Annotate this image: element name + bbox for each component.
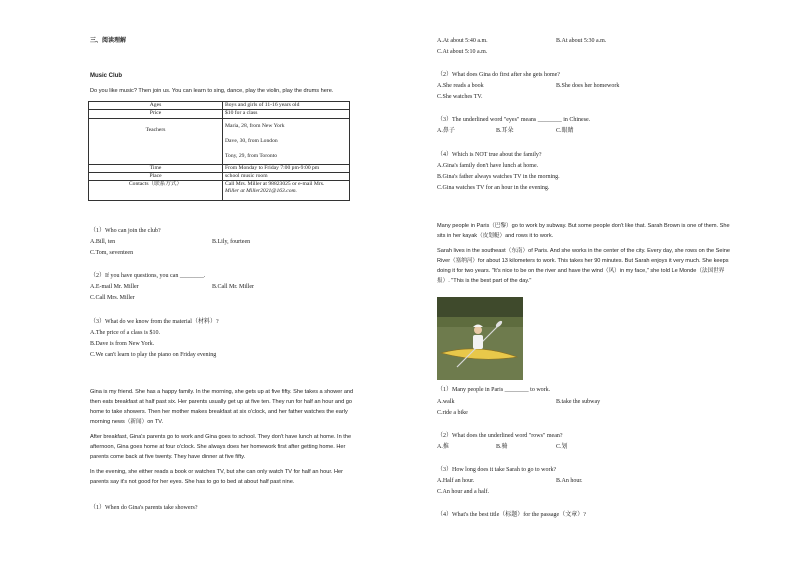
table-key: Time <box>89 164 223 172</box>
table-key: Ages <box>89 102 223 110</box>
section-title: 三、阅读理解 <box>90 38 127 44</box>
gina-q1-a[interactable]: A.At about 5:40 a.m. <box>437 38 488 44</box>
club-q1-a[interactable]: A.Bill, ten <box>90 239 116 245</box>
table-value: Boys and girls of 11-16 years old <box>223 102 350 110</box>
contact-line-2: Miller at Miller2021@163.com. <box>225 188 297 195</box>
paris-q3-b[interactable]: B.An hour. <box>556 478 583 484</box>
paris-paragraph-2: Sarah lives in the southeast（东南）of Paris. And she works in the center of the city. Every day, she rows on the Seine River（塞纳河）for about 13 kilometers to work. This takes her 90 minutes. But Sarah enjoys it very much. She keeps doing it for two years. "It's nice to be on the river and have the wind（风）in my face," she told Le Monde（法国世界报）. "This is the best part of the day." <box>437 248 730 284</box>
club-q3: （3）What do we know from the material（材料）? <box>90 319 219 325</box>
table-value: $10 for a class <box>223 110 350 118</box>
contact-line-1: Call Mrs. Miller at 98823025 or e-mail Mrs. <box>225 181 325 188</box>
gina-q3-c[interactable]: C.眼睛 <box>556 128 574 134</box>
paris-q2: （2）What does the underlined word "rows" mean? <box>437 433 563 439</box>
paris-q3-c[interactable]: C.An hour and a half. <box>437 489 489 495</box>
kayak-image <box>437 297 523 380</box>
gina-q4: （4）Which is NOT true about the family? <box>437 152 542 158</box>
table-key: Place <box>89 172 223 180</box>
table-row <box>89 118 350 164</box>
gina-q1-c[interactable]: C.At about 5:10 a.m. <box>437 49 488 55</box>
gina-q2-b[interactable]: B.She does her homework <box>556 83 620 89</box>
paris-q2-a[interactable]: A.推 <box>437 444 449 450</box>
paris-q1: （1）Many people in Paris ________ to work. <box>437 387 551 393</box>
table-row <box>89 181 350 201</box>
paris-q1-b[interactable]: B.take the subway <box>556 399 601 405</box>
club-q1-c[interactable]: C.Tom, seventeen <box>90 250 134 256</box>
club-info-table <box>88 101 350 201</box>
gina-q1: （1）When do Gina's parents take showers? <box>90 505 198 511</box>
club-q2-c[interactable]: C.Call Mrs. Miller <box>90 295 135 301</box>
table-row <box>89 164 350 172</box>
gina-q3-b[interactable]: B.耳朵 <box>496 128 514 134</box>
club-q3-b[interactable]: B.Dave is from New York. <box>90 341 155 347</box>
teacher-maria: Maria, 28, from New York <box>225 122 285 129</box>
kayak-photo <box>437 297 523 380</box>
table-key: Contacts（联系方式） <box>89 181 223 201</box>
table-row <box>89 102 350 110</box>
paris-paragraph-1: Many people in Paris（巴黎）go to work by subway. But some people don't like that. Sarah Brown is one of them. She sits in her kayak（皮划艇）and rows it to work. <box>437 223 730 239</box>
paris-q1-a[interactable]: A.walk <box>437 399 455 405</box>
gina-q4-a[interactable]: A.Gina's family don't have lunch at home. <box>437 163 539 169</box>
gina-q3: （3）The underlined word "eyes" means ________ in Chinese. <box>437 117 591 123</box>
club-q3-a[interactable]: A.The price of a class is $10. <box>90 330 160 336</box>
paris-q3: （3）How long does it take Sarah to go to work? <box>437 467 557 473</box>
table-key: Price <box>89 110 223 118</box>
club-q1-b[interactable]: B.Lily, fourteen <box>212 239 251 245</box>
paris-q4: （4）What's the best title（标题）for the passage（文章）? <box>437 512 586 518</box>
club-q2-b[interactable]: B.Call Mr. Miller <box>212 284 254 290</box>
gina-paragraph-3: In the evening, she either reads a book or watches TV, but she can only watch TV for half an hour. Her parents say it's not good for her eyes. She has to go to bed at about half past nine. <box>90 469 344 485</box>
gina-paragraph-1: Gina is my friend. She has a happy family. In the morning, she gets up at five fifty. She takes a shower and then eats breakfast at half past six. Her parents usually get up at five ten. They run for half an hour and go home to take showers. Then her mother makes breakfast at six o'clock, and her father watches the early morning news（新闻）on TV. <box>90 389 354 425</box>
table-key: Teachers <box>89 118 223 164</box>
paris-q2-c[interactable]: C.划 <box>556 444 568 450</box>
gina-q4-c[interactable]: C.Gina watches TV for an hour in the evening. <box>437 185 550 191</box>
gina-q4-b[interactable]: B.Gina's father always watches TV in the morning. <box>437 174 560 180</box>
club-intro: Do you like music? Then join us. You can learn to sing, dance, play the violin, play the drums here. <box>90 88 334 94</box>
table-row <box>89 172 350 180</box>
table-value <box>223 118 350 164</box>
club-title: Music Club <box>90 73 123 79</box>
table-value: school music room <box>223 172 350 180</box>
club-q2: （2）If you have questions, you can ________. <box>90 273 206 279</box>
teacher-tony: Tony, 29, from Toronto <box>225 152 278 159</box>
gina-q2: （2）What does Gina do first after she gets home? <box>437 72 560 78</box>
table-value <box>223 181 350 201</box>
paris-q2-b[interactable]: B.骑 <box>496 444 508 450</box>
gina-paragraph-2: After breakfast, Gina's parents go to work and Gina goes to school. They don't have lunch at home. In the afternoon, Gina goes home at four o'clock. She always does her homework first after getting home. Her parents come back at five twenty. They have dinner at five fifty. <box>90 434 352 460</box>
gina-q2-c[interactable]: C.She watches TV. <box>437 94 483 100</box>
club-q1: （1）Who can join the club? <box>90 228 161 234</box>
paris-q1-c[interactable]: C.ride a bike <box>437 410 468 416</box>
gina-q1-b[interactable]: B.At about 5:30 a.m. <box>556 38 607 44</box>
paris-q3-a[interactable]: A.Half an hour. <box>437 478 475 484</box>
gina-q3-a[interactable]: A.鼻子 <box>437 128 455 134</box>
table-row <box>89 110 350 118</box>
teacher-dave: Dave, 30, from London <box>225 137 278 144</box>
club-q3-c[interactable]: C.We can't learn to play the piano on Friday evening <box>90 352 217 358</box>
gina-q2-a[interactable]: A.She reads a book <box>437 83 484 89</box>
club-q2-a[interactable]: A.E-mail Mr. Miller <box>90 284 139 290</box>
table-value: From Monday to Friday 7:00 pm-9:00 pm <box>223 164 350 172</box>
